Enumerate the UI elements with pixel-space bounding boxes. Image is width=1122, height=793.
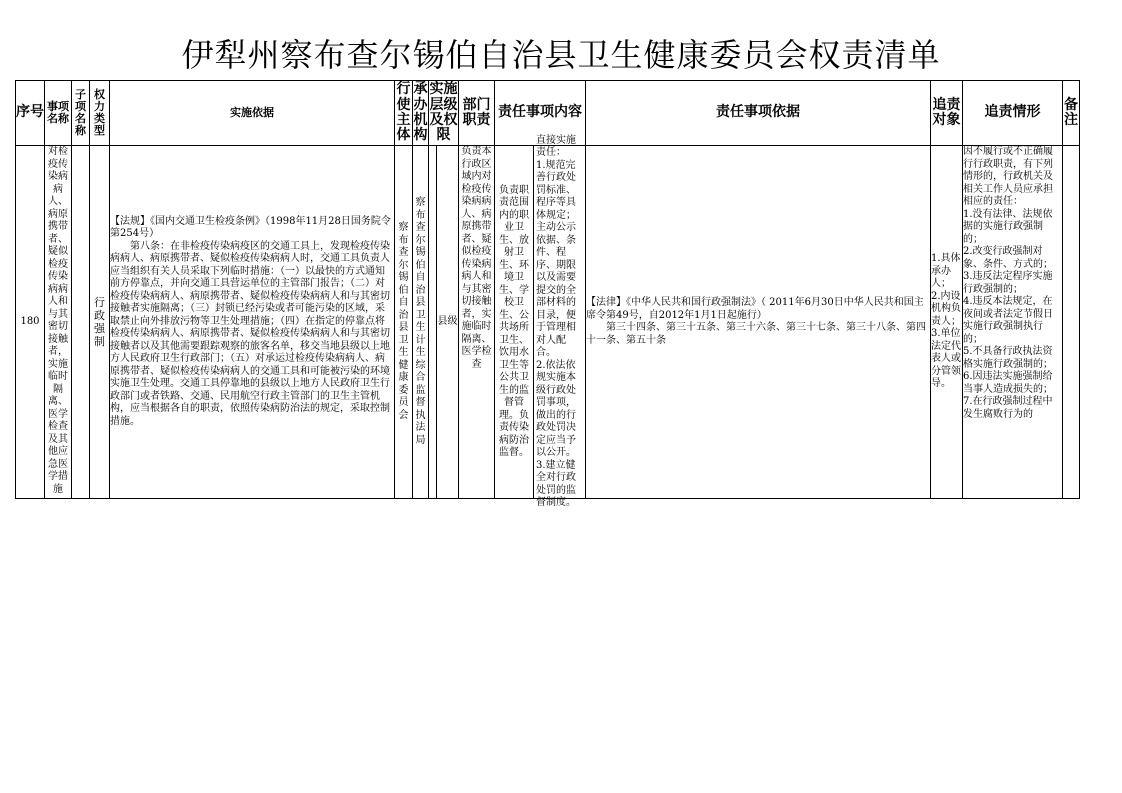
header-level: 实施层级及权限 [429, 81, 459, 146]
page-title: 伊犁州察布查尔锡伯自治县卫生健康委员会权责清单 [181, 36, 941, 74]
power-responsibility-table [15, 80, 1080, 508]
cell-account-target: 1.具体承办人； 2.内设机构负责人； 3.单位法定代表人或分管领导。 [931, 146, 963, 499]
header-duty: 部门职责 [459, 81, 495, 146]
basis-title: 【法规】《国内交通卫生检疫条例》（1998年11月28日国务院令第254号） [110, 215, 391, 240]
header-subject: 行使主体 [395, 81, 413, 146]
cell-power-type: 行政强制 [90, 146, 110, 499]
resp-items-text: 直接实施责任： 1.规范完善行政处罚标准、程序等具体规定；主动公示依据、条件、程序、期限以及需要提交的全部材料的目录，便于管理相对人配合。 2.依法依规实施本级行政处罚事项，做出的行政处罚决定应当予以公开。 3.建立健全对行政处罚的监督制度。 [533, 146, 585, 498]
cell-sub-item [72, 146, 90, 499]
cell-item-name [45, 146, 72, 499]
header-item-name: 事项名称 [45, 81, 72, 146]
header-account-case: 追责情形 [963, 81, 1063, 146]
header-remark: 备注 [1063, 81, 1080, 146]
cell-subject: 察布查尔锡伯自治县卫生健康委员会 [395, 146, 413, 499]
cell-resp-content [495, 134, 586, 508]
cell-remark [1063, 146, 1080, 499]
basis-text: 第八条：在非检疫传染病疫区的交通工具上，发现检疫传染病病人、病原携带者、疑似检疫传染病病人时，交通工具负责人应当组织有关人员采取下列临时措施：（一）以最快的方式通知前方停靠点，并向交通工具营运单位的主管部门报告；（二）对检疫传染病病人、病原携带者、疑似检疫传染病病人和与其密切接触者实施隔离；（三）封锁已经污染或者可能污染的区域，采取禁止向外排放污物等卫生处理措施；（四）在指定的停靠点将检疫传染病病人、病原携带者、疑似检疫传染病病人和与其密切接触者以及其他需要跟踪观察的旅客名单，移交当地县级以上地方人民政府卫生行政部门；（五）对承运过检疫传染病病人、病原携带者、疑似检疫传染病病人的交通工具和可能被污染的环境实施卫生处理。交通工具停靠地的县级以上地方人民政府卫生行政部门或者铁路、交通、民用航空行政主管部门的卫生主管机构，应当根据各自的职责，依照传染病防治法的规定，采取控制措施。 [110, 240, 390, 427]
account-case-text: 因不履行或不正确履行行政职责，有下列情形的，行政机关及相关工作人员应承担相应的责任： 1.没有法律、法规依据的实施行政强制的； 2.改变行政强制对象、条件、方式的； 3.违反法定程序实施行政强制的； 4.违反本法规定，在夜间或者法定节假日实施行政强制执行的； 5.不具备行政执法资格实施行政强制的； 6.因违法实施强制给当事人造成损失的； 7.在行政强制过程中发生腐败行为的 [963, 146, 1053, 420]
duty-text: 负责本行政区域内对检疫传染病病人、病原携带者、疑似检疫传染病病人和与其密切接触者，实施临时隔离、医学检查 [461, 146, 492, 370]
header-sub-item: 子项名称 [72, 81, 90, 146]
header-seq: 序号 [16, 81, 45, 146]
header-resp-content: 责任事项内容 [495, 81, 586, 146]
header-account-target: 追责对象 [931, 81, 963, 146]
table-row [16, 146, 1080, 499]
cell-account-case [963, 146, 1063, 499]
header-resp-basis: 责任事项依据 [586, 81, 931, 146]
cell-agency: 察布查尔锡伯自治县卫生计生综合监督执法局 [413, 146, 429, 499]
resp-basis-title: 【法律】《中华人民共和国行政强制法》（ 2011年6月30日中华人民共和国主席令第49号，自2012年1月1日起施行） [586, 297, 924, 321]
cell-seq: 180 [16, 146, 45, 499]
level-text: 县级 [437, 315, 458, 327]
header-basis: 实施依据 [110, 81, 395, 146]
resp-content-text: 负责职责范围内的职业卫生、放射卫生、环境卫生、学校卫生、公共场所卫生、饮用水卫生等公共卫生的监督管理。负责传染病防治监督。 [499, 184, 529, 458]
cell-basis [110, 146, 395, 499]
level-subdivider [429, 146, 437, 498]
cell-resp-basis [586, 146, 931, 499]
item-name-text: 对检疫传染病病人、病原携带者、疑似检疫传染病病人和与其密切接触者，实施临时隔离、医学检查及其他应急医学措施 [48, 146, 68, 495]
cell-duty [459, 146, 495, 499]
header-power-type: 权力类型 [90, 81, 110, 146]
resp-basis-text: 第三十四条、第三十五条、第三十六条、第三十七条、第三十八条、第四十一条、第五十条 [586, 322, 926, 346]
cell-level [429, 146, 459, 499]
header-agency: 承办机构 [413, 81, 429, 146]
